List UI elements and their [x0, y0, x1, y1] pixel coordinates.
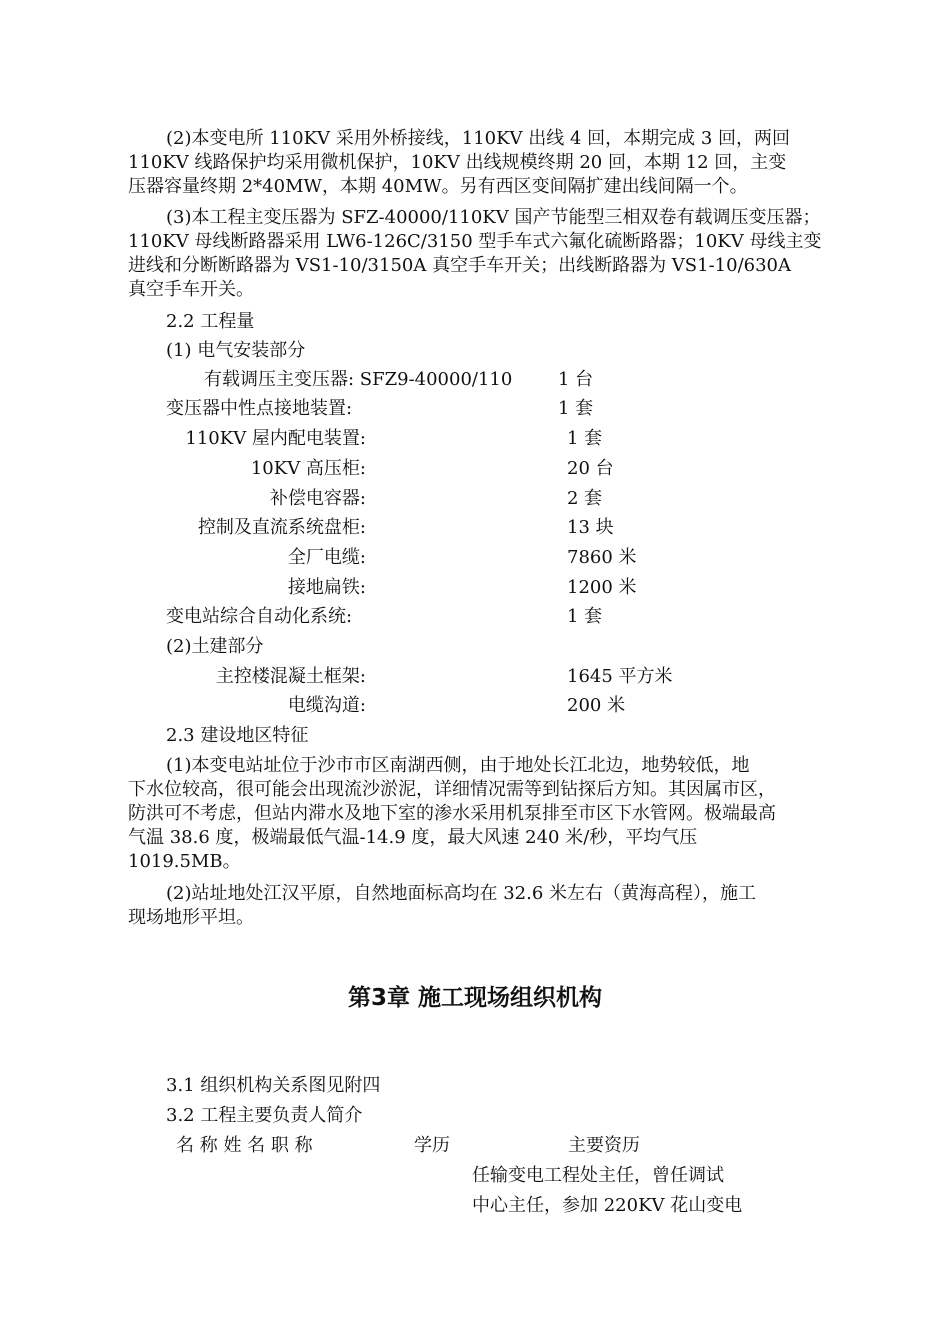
para3-line-4: 真空手车开关。: [128, 279, 254, 300]
table-header-name: 名 称 姓 名 职 称: [176, 1135, 313, 1156]
item-qty: 1 套: [558, 398, 594, 419]
item-name: 接地扁铁:: [287, 577, 366, 598]
para3-line-2: 110KV 母线断路器采用 LW6-126C/3150 型手车式六氟化硫断路器；10KV 母线主变: [128, 231, 822, 252]
item-name: 变压器中性点接地装置:: [166, 398, 353, 419]
item-qty: 1200 米: [567, 577, 637, 598]
region1-line-5: 1019.5MB。: [128, 851, 241, 872]
para2-line-3: 压器容量终期 2*40MW，本期 40MW。另有西区变间隔扩建出线间隔一个。: [128, 176, 748, 197]
item-name: 110KV 屋内配电装置:: [185, 428, 366, 449]
section-heading-2-2: 2.2 工程量: [166, 311, 255, 332]
item-qty: 1 套: [567, 606, 603, 627]
section-heading-3-2: 3.2 工程主要负责人简介: [166, 1105, 363, 1126]
para2-line-1: (2)本变电所 110KV 采用外桥接线，110KV 出线 4 回，本期完成 3 回，两回: [166, 128, 791, 149]
para2-line-2: 110KV 线路保护均采用微机保护，10KV 出线规模终期 20 回，本期 12 回，主变: [128, 152, 787, 173]
item-qty: 7860 米: [567, 547, 637, 568]
item-qty: 2 套: [567, 488, 603, 509]
section-heading-2-3: 2.3 建设地区特征: [166, 725, 309, 746]
table-header-education: 学历: [414, 1135, 450, 1156]
subsection-electrical: (1) 电气安装部分: [166, 340, 306, 361]
region1-line-2: 下水位较高，很可能会出现流沙淤泥，详细情况需等到钻探后方知。其因属市区，: [128, 779, 776, 800]
region1-line-4: 气温 38.6 度，极端最低气温-14.9 度，最大风速 240 米/秒，平均气压: [128, 827, 698, 848]
qualification-line: 任输变电工程处主任，曾任调试: [472, 1165, 724, 1186]
item-name: 主控楼混凝土框架:: [215, 666, 366, 687]
chapter-title: 第3章 施工现场组织机构: [347, 985, 602, 1011]
para3-line-1: (3)本工程主变压器为 SFZ-40000/110KV 国产节能型三相双卷有载调压变压器；: [166, 207, 821, 228]
subsection-civil: (2)土建部分: [166, 636, 264, 657]
section-heading-3-1: 3.1 组织机构关系图见附四: [166, 1075, 381, 1096]
region2-line-1: (2)站址地处江汉平原，自然地面标高均在 32.6 米左右（黄海高程），施工: [166, 883, 757, 904]
item-qty: 1 台: [558, 369, 594, 390]
item-qty: 1 套: [567, 428, 603, 449]
region2-line-2: 现场地形平坦。: [128, 907, 254, 928]
region1-line-1: (1)本变电站址位于沙市市区南湖西侧，由于地处长江北边，地势较低，地: [166, 755, 750, 776]
table-header-qualification: 主要资历: [568, 1135, 640, 1156]
item-name: 10KV 高压柜:: [250, 458, 366, 479]
item-qty: 20 台: [567, 458, 614, 479]
item-qty: 200 米: [567, 695, 626, 716]
region1-line-3: 防洪可不考虑，但站内滞水及地下室的渗水采用机泵排至市区下水管网。极端最高: [128, 803, 776, 824]
item-name: 电缆沟道:: [287, 695, 366, 716]
item-name: 补偿电容器:: [269, 488, 366, 509]
item-qty: 13 块: [567, 517, 614, 538]
item-name: 变电站综合自动化系统:: [166, 606, 353, 627]
item-qty: 1645 平方米: [567, 666, 673, 687]
item-name: 有载调压主变压器: SFZ9-40000/110: [204, 369, 513, 390]
qualification-line: 中心主任，参加 220KV 花山变电: [472, 1195, 743, 1216]
item-name: 控制及直流系统盘柜:: [197, 517, 366, 538]
para3-line-3: 进线和分断断路器为 VS1-10/3150A 真空手车开关；出线断路器为 VS1-10/630A: [128, 255, 791, 276]
item-name: 全厂电缆:: [287, 547, 366, 568]
